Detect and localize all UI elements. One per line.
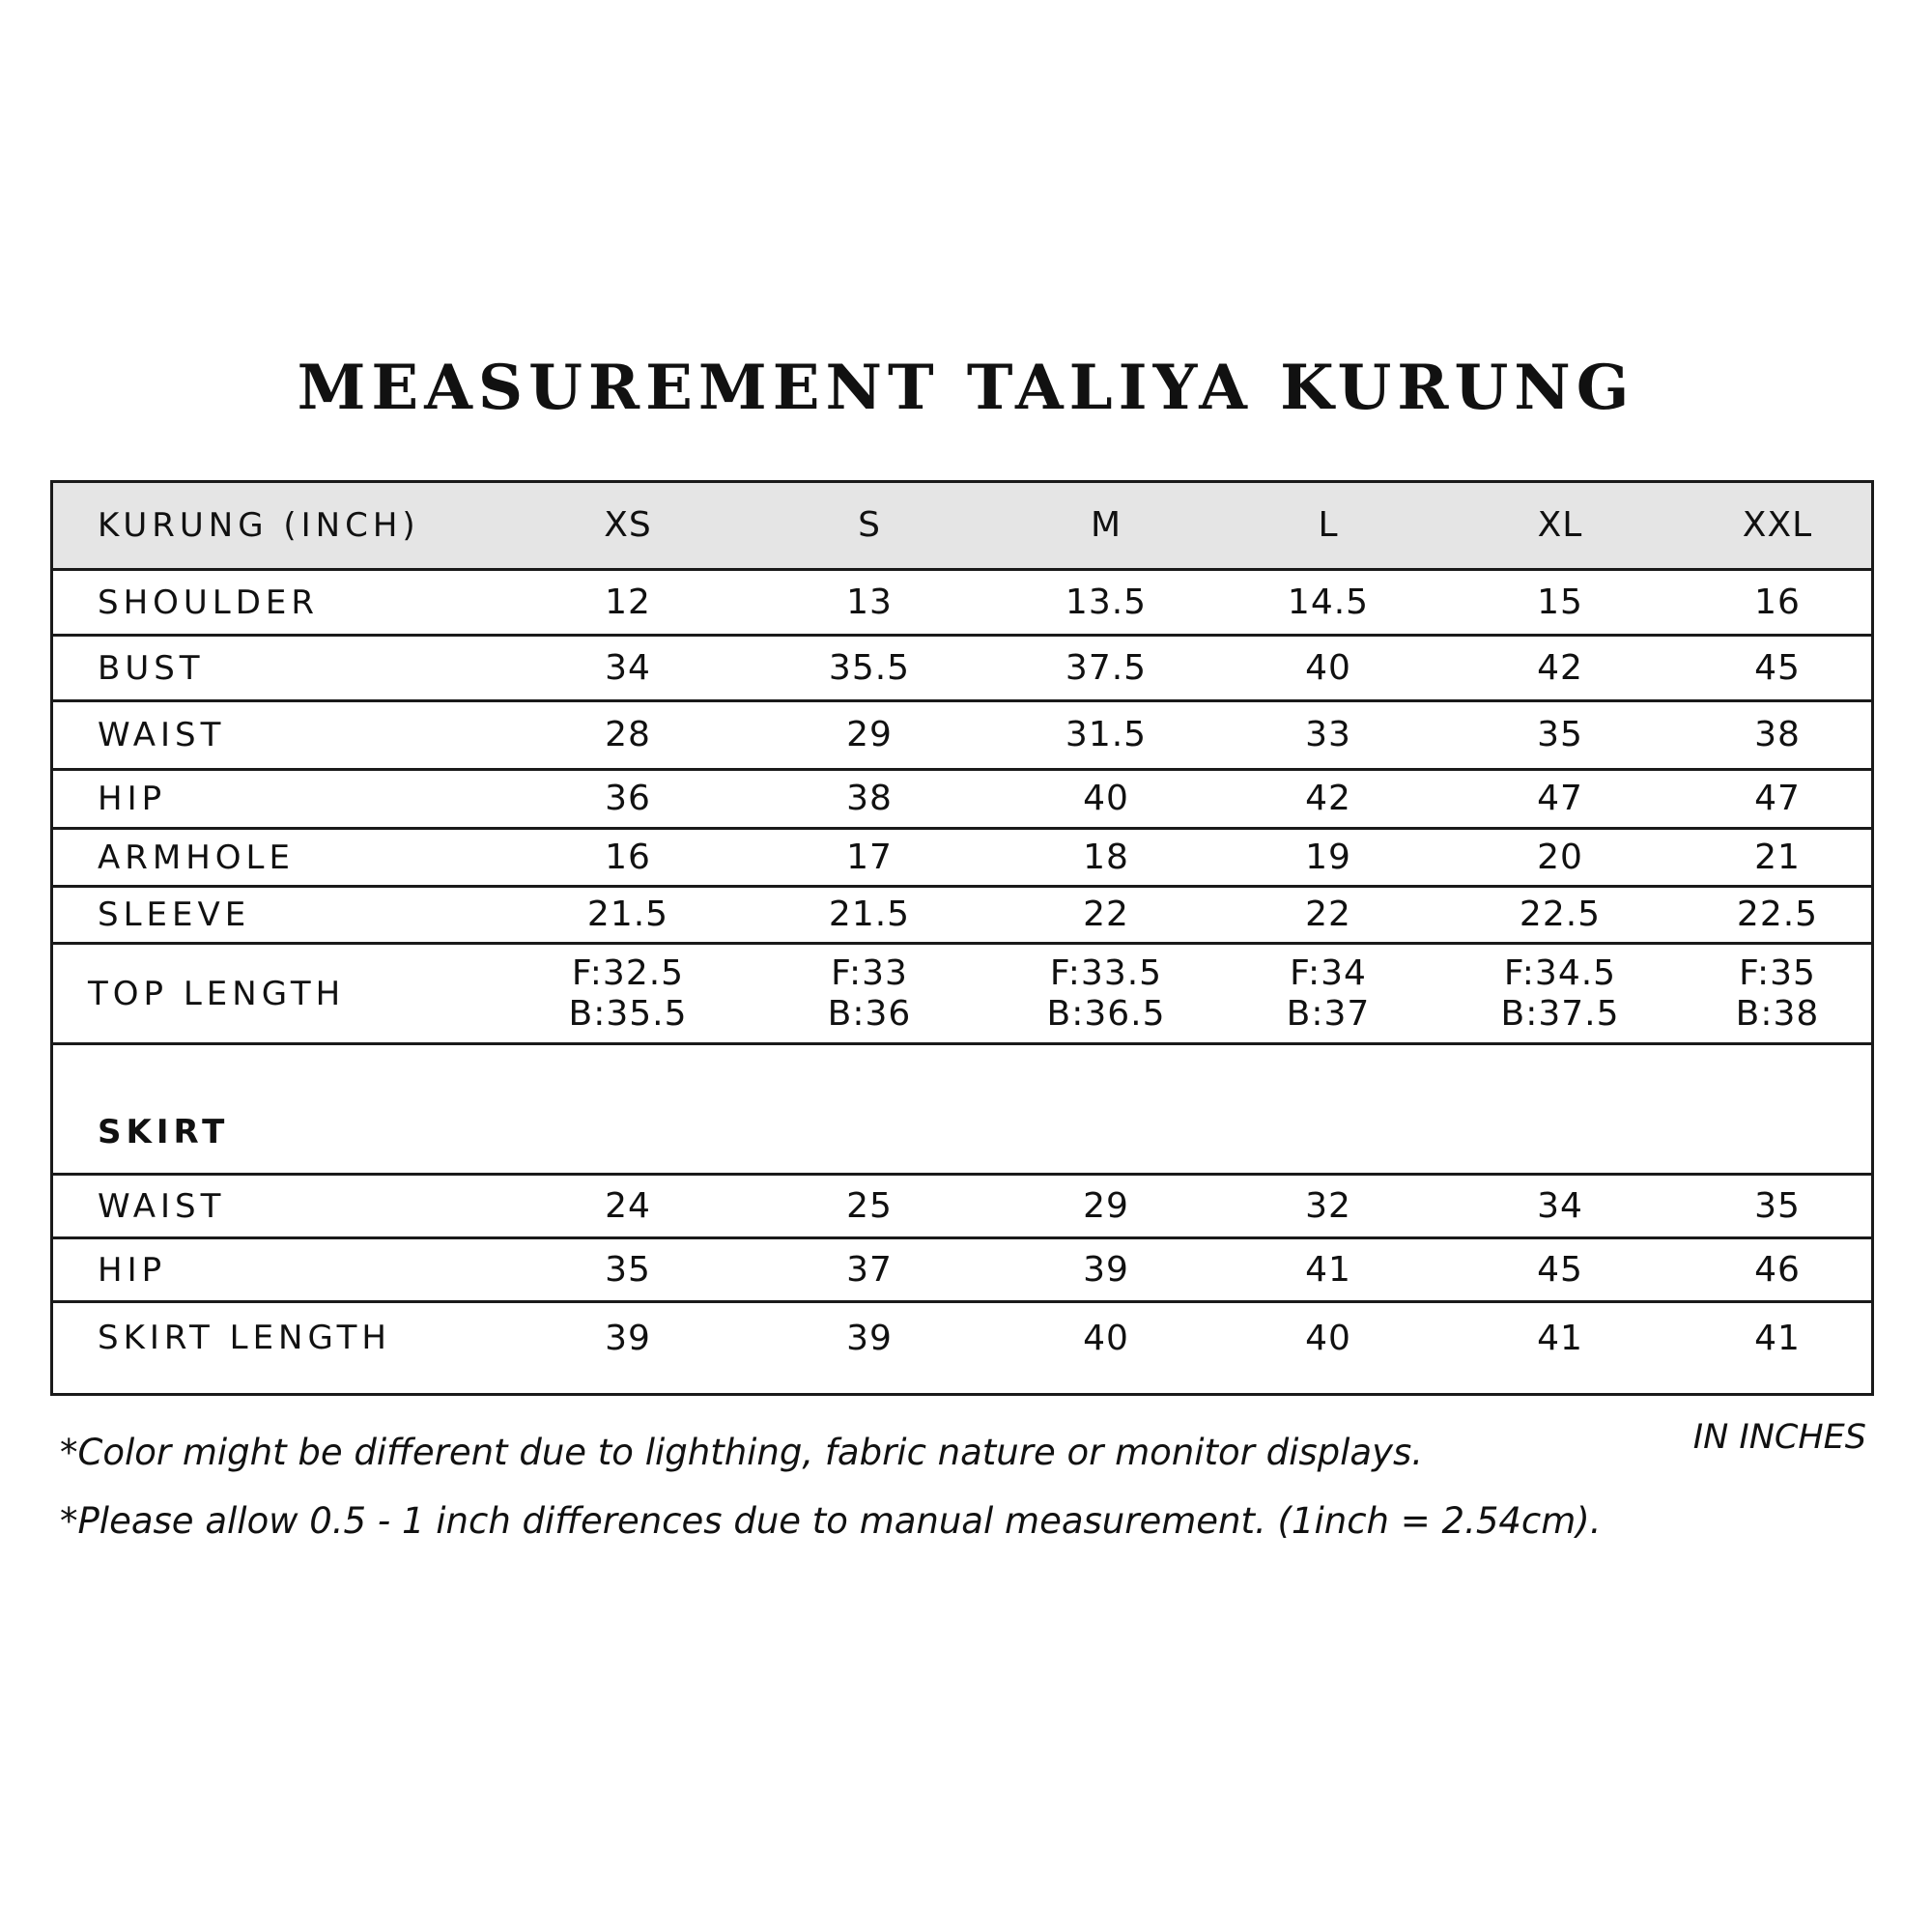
page-title: MEASUREMENT TALIYA KURUNG — [297, 352, 1635, 424]
value-cell: 21.5 — [586, 895, 669, 934]
table-row — [53, 771, 1871, 830]
back-length: B:37.5 — [1500, 993, 1620, 1034]
value-cell: 34 — [1537, 1185, 1583, 1226]
size-xs-header: XS — [604, 505, 652, 545]
value-cell: 25 — [846, 1185, 893, 1226]
header-label: KURUNG (INCH) — [98, 506, 420, 545]
row-label: ARMHOLE — [98, 838, 295, 877]
table-row — [53, 1176, 1871, 1239]
value-cell: 28 — [605, 715, 651, 754]
value-cell: 16 — [1754, 582, 1801, 622]
value-cell: 41 — [1305, 1249, 1351, 1290]
value-cell: 40 — [1305, 1319, 1351, 1358]
value-cell: 22 — [1083, 895, 1129, 934]
value-cell: 13.5 — [1065, 582, 1148, 622]
value-cell: 41 — [1537, 1319, 1583, 1358]
value-cell: 46 — [1754, 1249, 1801, 1290]
front-length: F:34.5 — [1503, 952, 1617, 993]
table-row — [53, 637, 1871, 702]
color-disclaimer: *Color might be different due to lighthing, fabric nature or monitor displays. — [60, 1432, 1424, 1473]
back-length: B:36 — [827, 993, 912, 1034]
table-row — [53, 945, 1871, 1045]
value-cell: 39 — [846, 1319, 893, 1358]
table-header-row — [53, 483, 1871, 571]
value-cell — [507, 945, 749, 1042]
value-cell: 17 — [846, 837, 893, 877]
table-row — [53, 888, 1871, 945]
back-length: B:35.5 — [568, 993, 688, 1034]
value-cell: 38 — [1754, 715, 1801, 754]
value-cell — [749, 945, 990, 1042]
front-length: F:35 — [1739, 952, 1816, 993]
size-s-header: S — [858, 505, 881, 545]
measurement-disclaimer: *Please allow 0.5 - 1 inch differences due to manual measurement. (1inch = 2.54cm). — [60, 1500, 1602, 1542]
value-cell: 22 — [1305, 895, 1351, 934]
value-cell: 29 — [846, 715, 893, 754]
value-cell: 35 — [1754, 1185, 1801, 1226]
table-row — [53, 571, 1871, 637]
back-length: B:38 — [1735, 993, 1820, 1034]
value-cell — [1686, 945, 1869, 1042]
value-cell: 47 — [1537, 779, 1583, 818]
value-cell: 13 — [846, 582, 893, 622]
front-length: F:34 — [1290, 952, 1367, 993]
row-label: BUST — [98, 648, 205, 688]
skirt-section-label: SKIRT — [98, 1113, 230, 1151]
front-length: F:33.5 — [1049, 952, 1163, 993]
value-cell: 37 — [846, 1249, 893, 1290]
value-cell: 38 — [846, 779, 893, 818]
value-cell: 22.5 — [1519, 895, 1602, 934]
value-cell: 39 — [1083, 1249, 1129, 1290]
value-cell: 22.5 — [1736, 895, 1819, 934]
value-cell: 39 — [605, 1319, 651, 1358]
value-cell: 32 — [1305, 1185, 1351, 1226]
row-label: HIP — [98, 1250, 167, 1290]
table-row — [53, 1303, 1871, 1393]
value-cell: 20 — [1537, 837, 1583, 877]
value-cell: 42 — [1305, 779, 1351, 818]
row-label: HIP — [98, 780, 167, 818]
row-label: SHOULDER — [98, 582, 320, 622]
value-cell: 24 — [605, 1185, 651, 1226]
value-cell: 35 — [1537, 715, 1583, 754]
value-cell: 40 — [1083, 1319, 1129, 1358]
value-cell: 35 — [605, 1249, 651, 1290]
value-cell: 41 — [1754, 1319, 1801, 1358]
table-row — [53, 702, 1871, 771]
value-cell: 16 — [605, 837, 651, 877]
table-row — [53, 830, 1871, 888]
value-cell: 40 — [1083, 779, 1129, 818]
size-xl-header: XL — [1537, 505, 1583, 545]
value-cell: 14.5 — [1287, 582, 1370, 622]
value-cell: 34 — [605, 647, 651, 688]
row-label: WAIST — [98, 716, 226, 754]
value-cell: 21 — [1754, 837, 1801, 877]
size-m-header: M — [1090, 505, 1122, 545]
value-cell: 15 — [1537, 582, 1583, 622]
value-cell: 45 — [1537, 1249, 1583, 1290]
value-cell — [1435, 945, 1686, 1042]
back-length: B:36.5 — [1046, 993, 1166, 1034]
unit-note: IN INCHES — [1692, 1418, 1866, 1457]
size-chart-table — [50, 480, 1874, 1396]
value-cell: 45 — [1754, 647, 1801, 688]
value-cell: 31.5 — [1065, 715, 1148, 754]
value-cell: 42 — [1537, 647, 1583, 688]
back-length: B:37 — [1286, 993, 1371, 1034]
row-label: SKIRT LENGTH — [98, 1319, 391, 1357]
value-cell: 12 — [605, 582, 651, 622]
value-cell: 21.5 — [828, 895, 911, 934]
row-label: WAIST — [98, 1186, 226, 1226]
value-cell: 40 — [1305, 647, 1351, 688]
value-cell — [990, 945, 1222, 1042]
front-length: F:33 — [831, 952, 908, 993]
table-row — [53, 1239, 1871, 1303]
front-length: F:32.5 — [571, 952, 685, 993]
size-xxl-header: XXL — [1742, 505, 1813, 545]
value-cell: 36 — [605, 779, 651, 818]
value-cell: 37.5 — [1065, 647, 1148, 688]
skirt-section-row — [53, 1045, 1871, 1176]
row-label: SLEEVE — [98, 895, 251, 934]
value-cell: 29 — [1083, 1185, 1129, 1226]
value-cell — [1222, 945, 1435, 1042]
value-cell: 19 — [1305, 837, 1351, 877]
value-cell: 47 — [1754, 779, 1801, 818]
value-cell: 33 — [1305, 715, 1351, 754]
size-l-header: L — [1318, 505, 1339, 545]
row-label: TOP LENGTH — [88, 974, 346, 1013]
value-cell: 18 — [1083, 837, 1129, 877]
value-cell: 35.5 — [828, 647, 911, 688]
